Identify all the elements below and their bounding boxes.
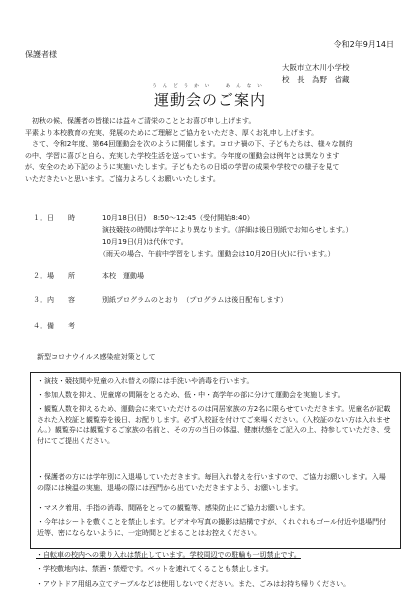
intro-line: さて、令和2年度、第64回運動会を次のように開催します。コロナ禍の下、子どもたちは、様々な制約: [25, 140, 353, 148]
after-note: ・学校敷地内は、禁酒・禁煙です。ペットを連れてくることも禁止します。: [36, 565, 273, 573]
item-value-date: 10月18日(日) 8:50～12:45（受付開始8:40）: [102, 214, 254, 222]
title-ruby: うんどうかい あんない: [152, 84, 268, 89]
notes-box: [30, 372, 401, 549]
intro-line: 平素より本校教育の充実、発展のためにご理解とご協力をいただき、厚くお礼申し上げます。: [25, 128, 319, 137]
intro-line: いただきたいと思います。ご協力よろしくお願いいたします。: [25, 174, 220, 183]
page-title: 運動会のご案内: [153, 91, 266, 109]
addressee: 保護者様: [25, 50, 57, 59]
item-note: 10月19日(月)は代休です。: [102, 238, 188, 246]
note-item: ・マスク着用、手指の消毒、間隔をとっての観覧等、感染防止にご協力お願いします。: [37, 504, 310, 512]
item-value-content: 別紙プログラムのとおり （プログラムは後日配布します）: [102, 296, 288, 304]
item-value-place: 本校 運動場: [102, 272, 144, 280]
intro-line: 初秋の候、保護者の皆様には益々ご清栄のこととお喜び申し上げます。: [25, 117, 256, 125]
intro-line: が、安全のため下記のように実施いたします。子どもたちの日頃の学習の成果や学校での様子を見て: [25, 163, 340, 171]
item-note: 演技競技の時間は学年により異なります。（詳細は後日別紙でお知らせします。）: [102, 226, 353, 234]
item-label-place: ２．場 所: [33, 272, 75, 280]
item-label-date: １．日 時: [33, 214, 75, 222]
item-label-content: ３．内 容: [33, 296, 75, 304]
note-item: ・保護者の方には学年別に入退場していただきます。毎回入れ替えを行いますので、ご協力お願いします。入場の際には検温の実施、退場の際には西門から出ていただきますよう、お願いします。: [37, 473, 386, 492]
note-item: ・参加人数を抑え、児童席の間隔をとるため、低・中・高学年の部に分けて運動会を実施します。: [37, 391, 345, 399]
intro-paragraph: [25, 116, 397, 185]
principal-name: 校 長 為野 省藏: [282, 75, 350, 84]
school-name: 大阪市立木川小学校: [282, 63, 350, 72]
intro-line: の中、学習に喜びと自ら、充実した学校生活を送っています。今年度の運動会は例年とは異なります: [25, 151, 340, 160]
note-item: ・観覧人数を抑えるため、運動会に来ていただけるのは同居家族の方2名に限らせていただきます。児童名が記載された入校証と観覧券を後日、お配りします。必ず入校証を付けてご来場ください。（入校証のない方は入れません。）観覧券には観覧するご家族の名前と、その方の当日の体温、健康状態をご記入の上、持参していただき、受付にてご提出ください。: [37, 405, 391, 445]
after-note: ・アウトドア用組み立てテーブルなどは使用しないでください。また、ごみはお持ち帰りください。: [36, 580, 351, 588]
item-label-notes: ４．備 考: [33, 322, 75, 330]
note-item: ・今年はシートを敷くことを禁止します。ビデオや写真の撮影は結構ですが、くれぐれもゴール付近や退場門付近等、密にならないように、一定時間とどまることはお控えください。: [37, 518, 387, 537]
date: 令和2年9月14日: [333, 40, 394, 49]
item-note: （雨天の場合、午前中学習をします。運動会は10月20日(火)に行います。）: [99, 250, 335, 258]
after-note: ・自転車の校内への乗り入れは禁止しています。学校周辺での駐輪も一切禁止です。: [36, 551, 301, 559]
details-list: [25, 212, 397, 362]
note-item: ・演技・競技間や児童の入れ替えの際には手洗いや消毒を行います。: [37, 377, 254, 385]
notes-heading: 新型コロナウイルス感染症対策として: [37, 353, 156, 361]
